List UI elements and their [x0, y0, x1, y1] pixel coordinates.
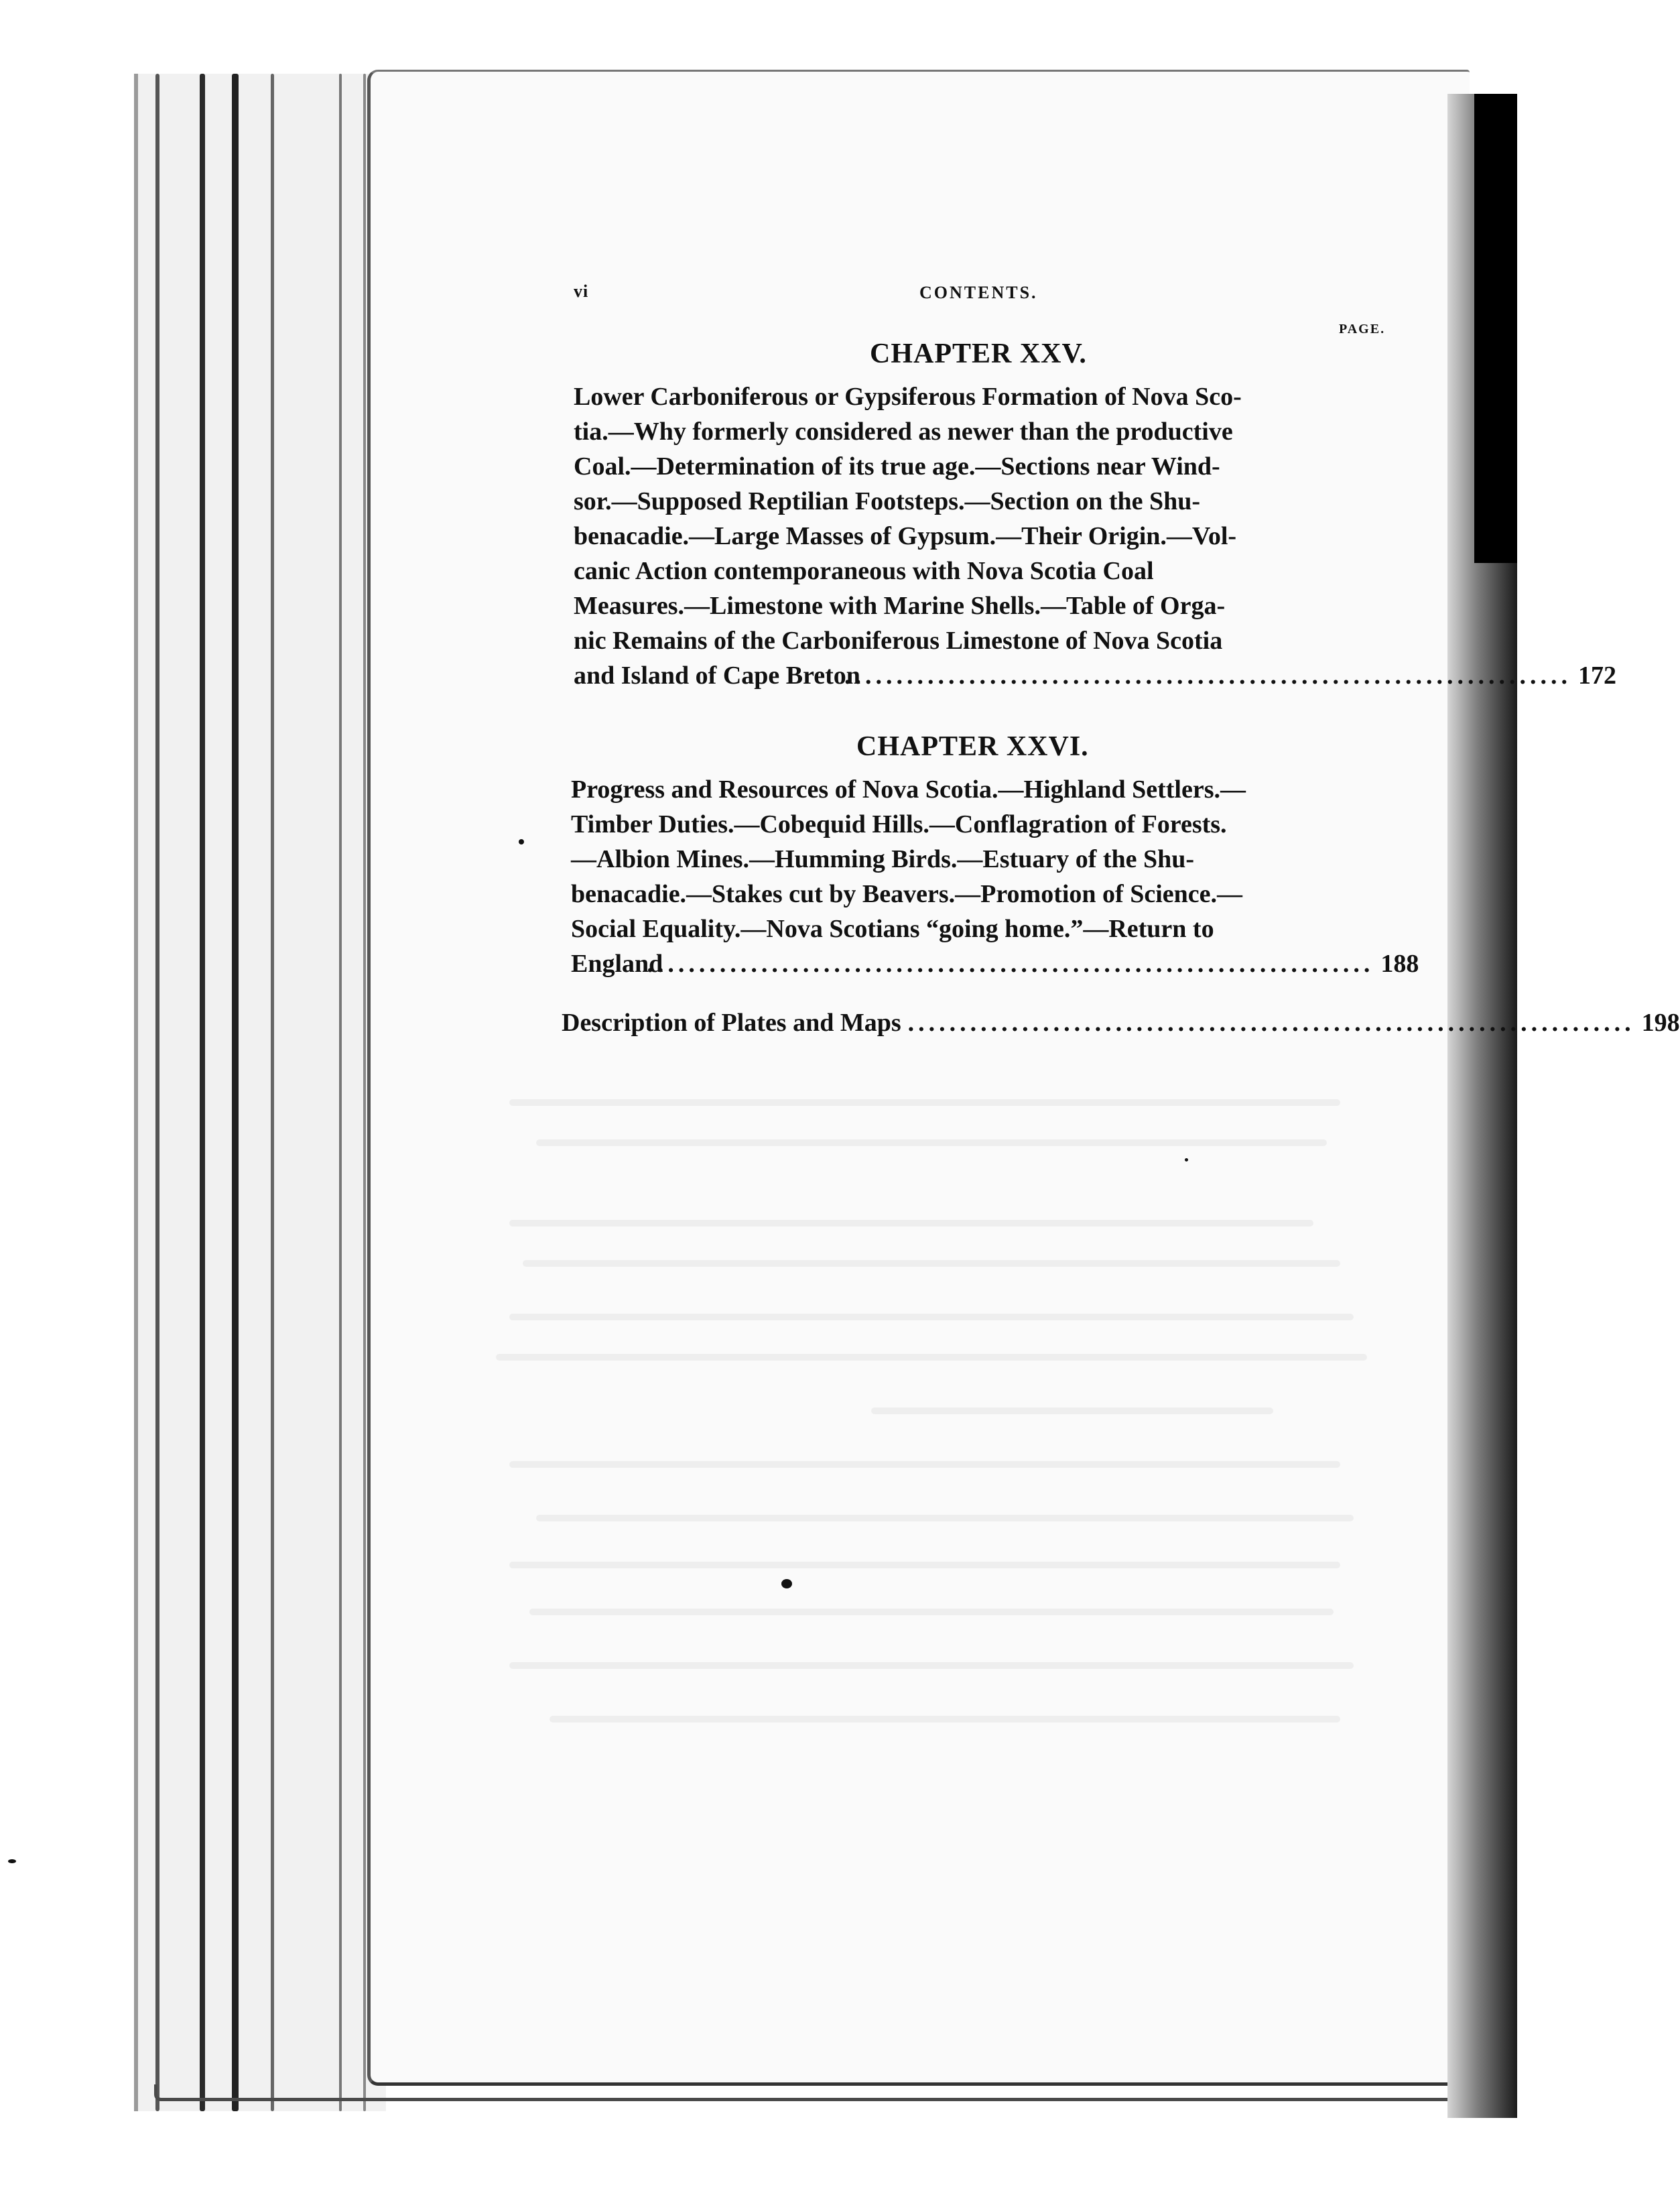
show-through-line	[550, 1716, 1340, 1722]
summary-line: Timber Duties.—Cobequid Hills.—Conflagration of Forests.	[571, 810, 1227, 838]
toc-entry-plates	[562, 1008, 1680, 1038]
ink-speck	[519, 839, 524, 844]
page-number: vi	[574, 281, 589, 301]
book-page-edges	[134, 74, 386, 2111]
page-column-label: PAGE.	[1339, 322, 1386, 336]
dot-leader: ......................................................................	[844, 662, 1571, 690]
summary-line: England	[571, 950, 663, 978]
page-edge-line	[339, 74, 342, 2111]
chapter-heading: CHAPTER XXV.	[870, 338, 1087, 369]
summary-line: Progress and Resources of Nova Scotia.—Highland Settlers.—	[571, 775, 1246, 804]
show-through-line	[509, 1099, 1340, 1106]
dot-leader: ......................................................................	[907, 1009, 1635, 1037]
page-edge-line	[155, 74, 159, 2111]
chapter-summary	[574, 379, 1616, 693]
show-through-line	[536, 1139, 1327, 1146]
running-header	[574, 281, 1405, 308]
summary-line: benacadie.—Stakes cut by Beavers.—Promotion of Science.—	[571, 880, 1242, 908]
summary-line: Social Equality.—Nova Scotians “going home.”—Return to	[571, 915, 1214, 943]
summary-line: Measures.—Limestone with Marine Shells.—Table of Orga-	[574, 592, 1226, 620]
plates-label: Description of Plates and Maps	[562, 1009, 901, 1037]
page-reference: 188	[1380, 950, 1419, 978]
show-through-line	[871, 1407, 1273, 1414]
show-through-line	[509, 1220, 1313, 1227]
page-edge-line	[232, 74, 239, 2111]
show-through-line	[496, 1354, 1367, 1361]
summary-line: and Island of Cape Breton	[574, 662, 860, 690]
page-reference: 172	[1577, 662, 1616, 690]
page-edge-line	[363, 74, 366, 2111]
ink-speck	[781, 1579, 792, 1588]
show-through-line	[509, 1662, 1354, 1669]
ink-speck	[1185, 1158, 1188, 1162]
show-through-line	[509, 1461, 1340, 1468]
book-page	[367, 70, 1470, 2086]
summary-line: nic Remains of the Carboniferous Limestone of Nova Scotia	[574, 627, 1223, 655]
page-reference: 198	[1641, 1009, 1680, 1037]
toc-entry-line	[571, 946, 1419, 981]
summary-line: tia.—Why formerly considered as newer than the productive	[574, 418, 1233, 446]
show-through-line	[536, 1515, 1354, 1521]
chapter-heading: CHAPTER XXVI.	[856, 731, 1089, 762]
summary-line: Lower Carboniferous or Gypsiferous Formation of Nova Sco-	[574, 383, 1242, 411]
summary-line: canic Action contemporaneous with Nova Scotia Coal	[574, 557, 1154, 585]
summary-line: benacadie.—Large Masses of Gypsum.—Their Origin.—Vol-	[574, 522, 1237, 550]
page-edge-line	[200, 74, 205, 2111]
show-through-line	[509, 1562, 1340, 1568]
ink-speck	[8, 1859, 16, 1863]
gutter-dark-band	[1474, 94, 1517, 563]
summary-line: Coal.—Determination of its true age.—Sections near Wind-	[574, 452, 1220, 481]
dot-leader: ......................................................................	[647, 950, 1374, 978]
summary-line: —Albion Mines.—Humming Birds.—Estuary of the Shu-	[571, 845, 1195, 873]
running-title: CONTENTS.	[919, 283, 1038, 302]
chapter-summary	[571, 772, 1419, 981]
show-through-line	[529, 1609, 1334, 1615]
show-through-line	[509, 1314, 1354, 1320]
show-through-line	[523, 1260, 1340, 1267]
toc-entry-line	[574, 658, 1616, 693]
book-bottom-edge	[154, 2084, 1451, 2101]
summary-line: sor.—Supposed Reptilian Footsteps.—Section on the Shu-	[574, 487, 1201, 515]
page-edge-line	[271, 74, 274, 2111]
